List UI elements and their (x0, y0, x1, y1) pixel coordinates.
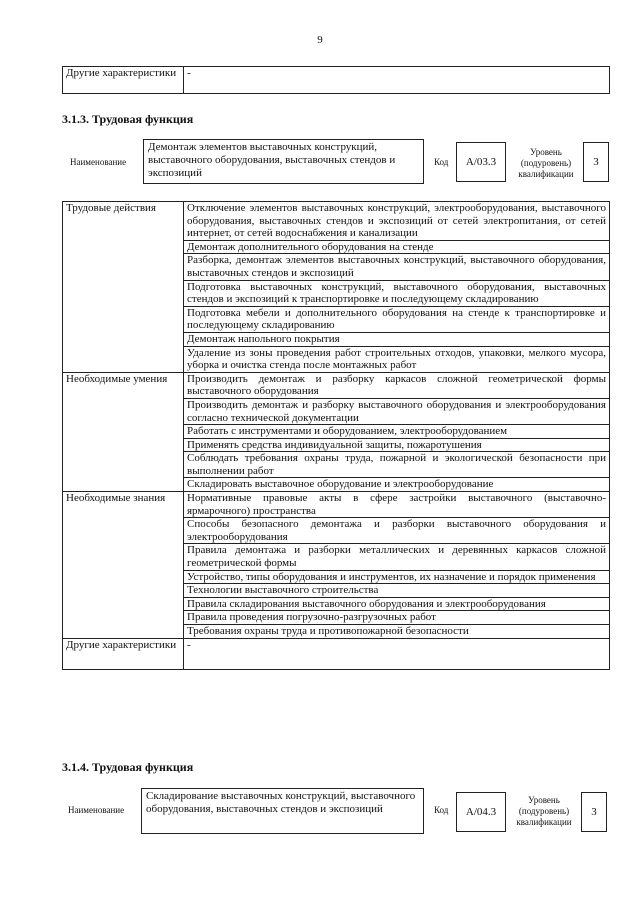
skill-item: Применять средства индивидуальной защиты, пожаротушения (184, 438, 610, 452)
table-row (63, 202, 610, 241)
other-characteristics-label: Другие характеристики (63, 638, 184, 669)
page-number: 9 (317, 34, 323, 46)
section-313-title: 3.1.3. Трудовая функция (62, 112, 194, 126)
section-314-name-label: Наименование (68, 805, 125, 815)
knowledge-label: Необходимые знания (63, 492, 184, 639)
knowledge-item: Требования охраны труда и противопожарной безопасности (184, 625, 610, 639)
skill-item: Работать с инструментами и оборудованием, электрооборудованием (184, 425, 610, 439)
knowledge-item: Правила складирования выставочного оборудования и электрооборудования (184, 597, 610, 611)
section-313-code-value: А/03.3 (456, 142, 506, 182)
labor-action-item: Разборка, демонтаж элементов выставочных конструкций, выставочного оборудования, выставочных стендов и экспозиций (184, 254, 610, 280)
skill-item: Производить демонтаж и разборку каркасов сложной геометрической формы выставочного оборудования (184, 372, 610, 398)
section-313-code-label: Код (434, 157, 449, 167)
knowledge-item: Правила демонтажа и разборки металлических и деревянных каркасов сложной геометрической формы (184, 544, 610, 570)
top-other-label: Другие характеристики (63, 67, 184, 94)
labor-action-item: Демонтаж напольного покрытия (184, 332, 610, 346)
skill-item: Соблюдать требования охраны труда, пожарной и экологической безопасности при выполнении работ (184, 452, 610, 478)
knowledge-item: Правила проведения погрузочно-разгрузочных работ (184, 611, 610, 625)
section-313-name-label: Наименование (70, 157, 127, 167)
labor-action-item: Отключение элементов выставочных конструкций, электрооборудования, выставочного оборудования, выставочных стендов и экспозиций от сетей электропитания, от сетей интернет, от сетей водоснабжения и канализации (184, 202, 610, 241)
knowledge-item: Способы безопасного демонтажа и разборки выставочного оборудования и электрооборудования (184, 518, 610, 544)
labor-action-item: Демонтаж дополнительного оборудования на стенде (184, 240, 610, 254)
section-314-title: 3.1.4. Трудовая функция (62, 760, 194, 774)
table-row (63, 492, 610, 518)
skills-label: Необходимые умения (63, 372, 184, 491)
section-313-level-value: 3 (583, 142, 609, 182)
labor-action-item: Удаление из зоны проведения работ строительных отходов, упаковки, мелкого мусора, уборка и очистка стенда после монтажных работ (184, 346, 610, 372)
knowledge-item: Нормативные правовые акты в сфере застройки выставочного (выставочно-ярмарочного) пространства (184, 492, 610, 518)
section-313-table (62, 201, 610, 670)
table-row (63, 372, 610, 398)
labor-action-item: Подготовка выставочных конструкций, выставочного оборудования, выставочных стендов и экспозиций к транспортировке и последующему складированию (184, 280, 610, 306)
skill-item: Складировать выставочное оборудование и электрооборудование (184, 478, 610, 492)
labor-action-item: Подготовка мебели и дополнительного оборудования на стенде к транспортировке и последующему складированию (184, 306, 610, 332)
section-314-code-value: А/04.3 (456, 792, 506, 832)
section-313-name-value: Демонтаж элементов выставочных конструкций, выставочного оборудования, выставочных стендов и экспозиций (143, 139, 424, 184)
knowledge-item: Технологии выставочного строительства (184, 584, 610, 598)
section-313-level-label: Уровень (подуровень) квалификации (518, 147, 574, 179)
labor-actions-label: Трудовые действия (63, 202, 184, 373)
section-314-level-value: 3 (581, 792, 607, 832)
section-314-level-label: Уровень (подуровень) квалификации (516, 795, 572, 827)
top-other-characteristics-table (62, 66, 610, 94)
knowledge-item: Устройство, типы оборудования и инструментов, их назначение и порядок применения (184, 570, 610, 584)
skill-item: Производить демонтаж и разборку выставочного оборудования и электрооборудования согласно технической документации (184, 398, 610, 424)
table-row (63, 638, 610, 669)
top-other-value: - (184, 67, 610, 94)
other-characteristics-value: - (184, 638, 610, 669)
section-314-code-label: Код (434, 805, 449, 815)
section-314-name-value: Складирование выставочных конструкций, выставочного оборудования, выставочных стендов и экспозиций (141, 788, 424, 834)
